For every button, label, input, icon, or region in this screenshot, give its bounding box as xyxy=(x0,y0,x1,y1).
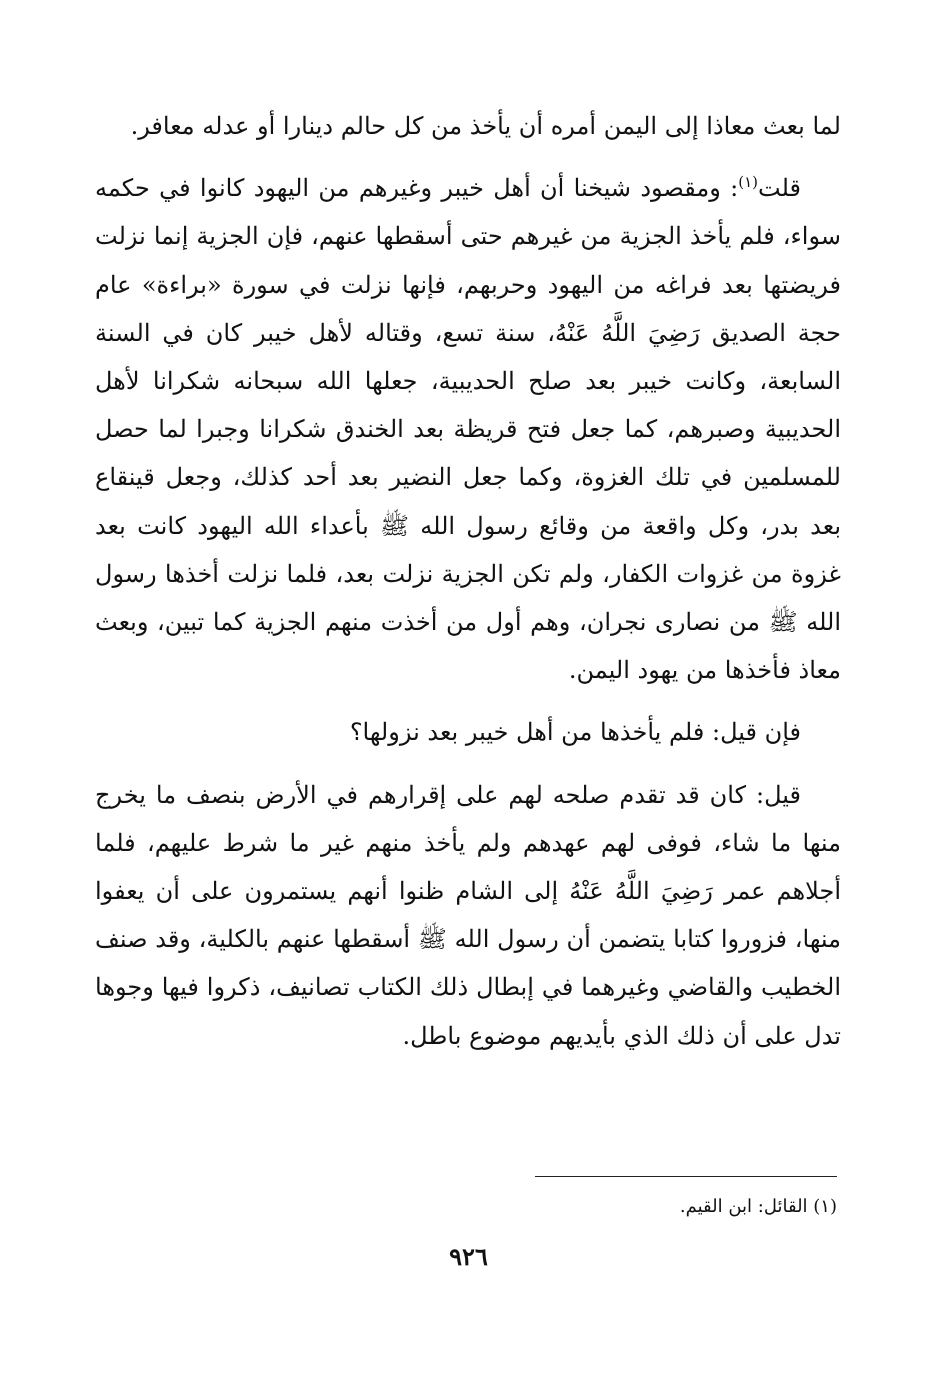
paragraph-question: فإن قيل: فلم يأخذها من أهل خيبر بعد نزولها؟ xyxy=(349,718,801,747)
footnote: (١) القائل: ابن القيم. xyxy=(679,1196,837,1217)
paragraph-qult xyxy=(95,164,841,694)
page-number: ٩٢٦ xyxy=(449,1242,488,1271)
paragraph-answer: قيل: كان قد تقدم صلحه لهم على إقرارهم في الأرض بنصف ما يخرج منها ما شاء، فوفى لهم عهدهم ولم يأخذ منهم غير ما شرط عليهم، فلما أجلاهم عمر رَضِيَ اللَّهُ عَنْهُ إلى الشام ظنوا أنهم يستمرون على أن يعفوا منها، فزوروا كتابا يتضمن أن رسول الله ﷺ أسقطها عنهم بالكلية، وقد صنف الخطيب والقاضي وغيرهما في إبطال ذلك الكتاب تصانيف، ذكروا فيها وجوها تدل على أن ذلك الذي بأيديهم موضوع باطل. xyxy=(95,780,841,1050)
paragraph-qult-text: : ومقصود شيخنا أن أهل خيبر وغيرهم من اليهود كانوا في حكمه سواء، فلم يأخذ الجزية من غيرهم حتى أسقطها عنهم، فإن الجزية إنما نزلت فريضتها بعد فراغه من اليهود وحربهم، فإنها نزلت في سورة «براءة» عام حجة الصديق رَضِيَ اللَّهُ عَنْهُ، سنة تسع، وقتاله لأهل خيبر كان في السنة السابعة، وكانت خيبر بعد صلح الحديبية، جعلها الله سبحانه شكرانا لأهل الحديبية وصبرهم، كما جعل فتح قريظة بعد الخندق شكرانا وجبرا لما حصل للمسلمين في تلك الغزوة، وكما جعل النضير بعد أحد كذلك، وجعل قينقاع بعد بدر، وكل واقعة من وقائع رسول الله ﷺ بأعداء الله اليهود كانت بعد غزوة من غزوات الكفار، ولم تكن الجزية نزلت بعد، فلما نزلت أخذها رسول الله ﷺ من نصارى نجران، وهم أول من أخذت منهم الجزية كما تبين، وبعث معاذ فأخذها من يهود اليمن. xyxy=(95,174,841,685)
page-body xyxy=(95,102,841,1060)
footnote-reference: (١) xyxy=(738,173,759,192)
paragraph-gap xyxy=(95,150,841,164)
paragraph-continuation: لما بعث معاذا إلى اليمن أمره أن يأخذ من كل حالم دينارا أو عدله معافر. xyxy=(130,112,841,140)
paragraph-lead-word: قلت xyxy=(758,174,801,203)
paragraph-gap xyxy=(95,694,841,708)
paragraph-gap xyxy=(95,757,841,771)
footnote-divider xyxy=(535,1176,837,1177)
